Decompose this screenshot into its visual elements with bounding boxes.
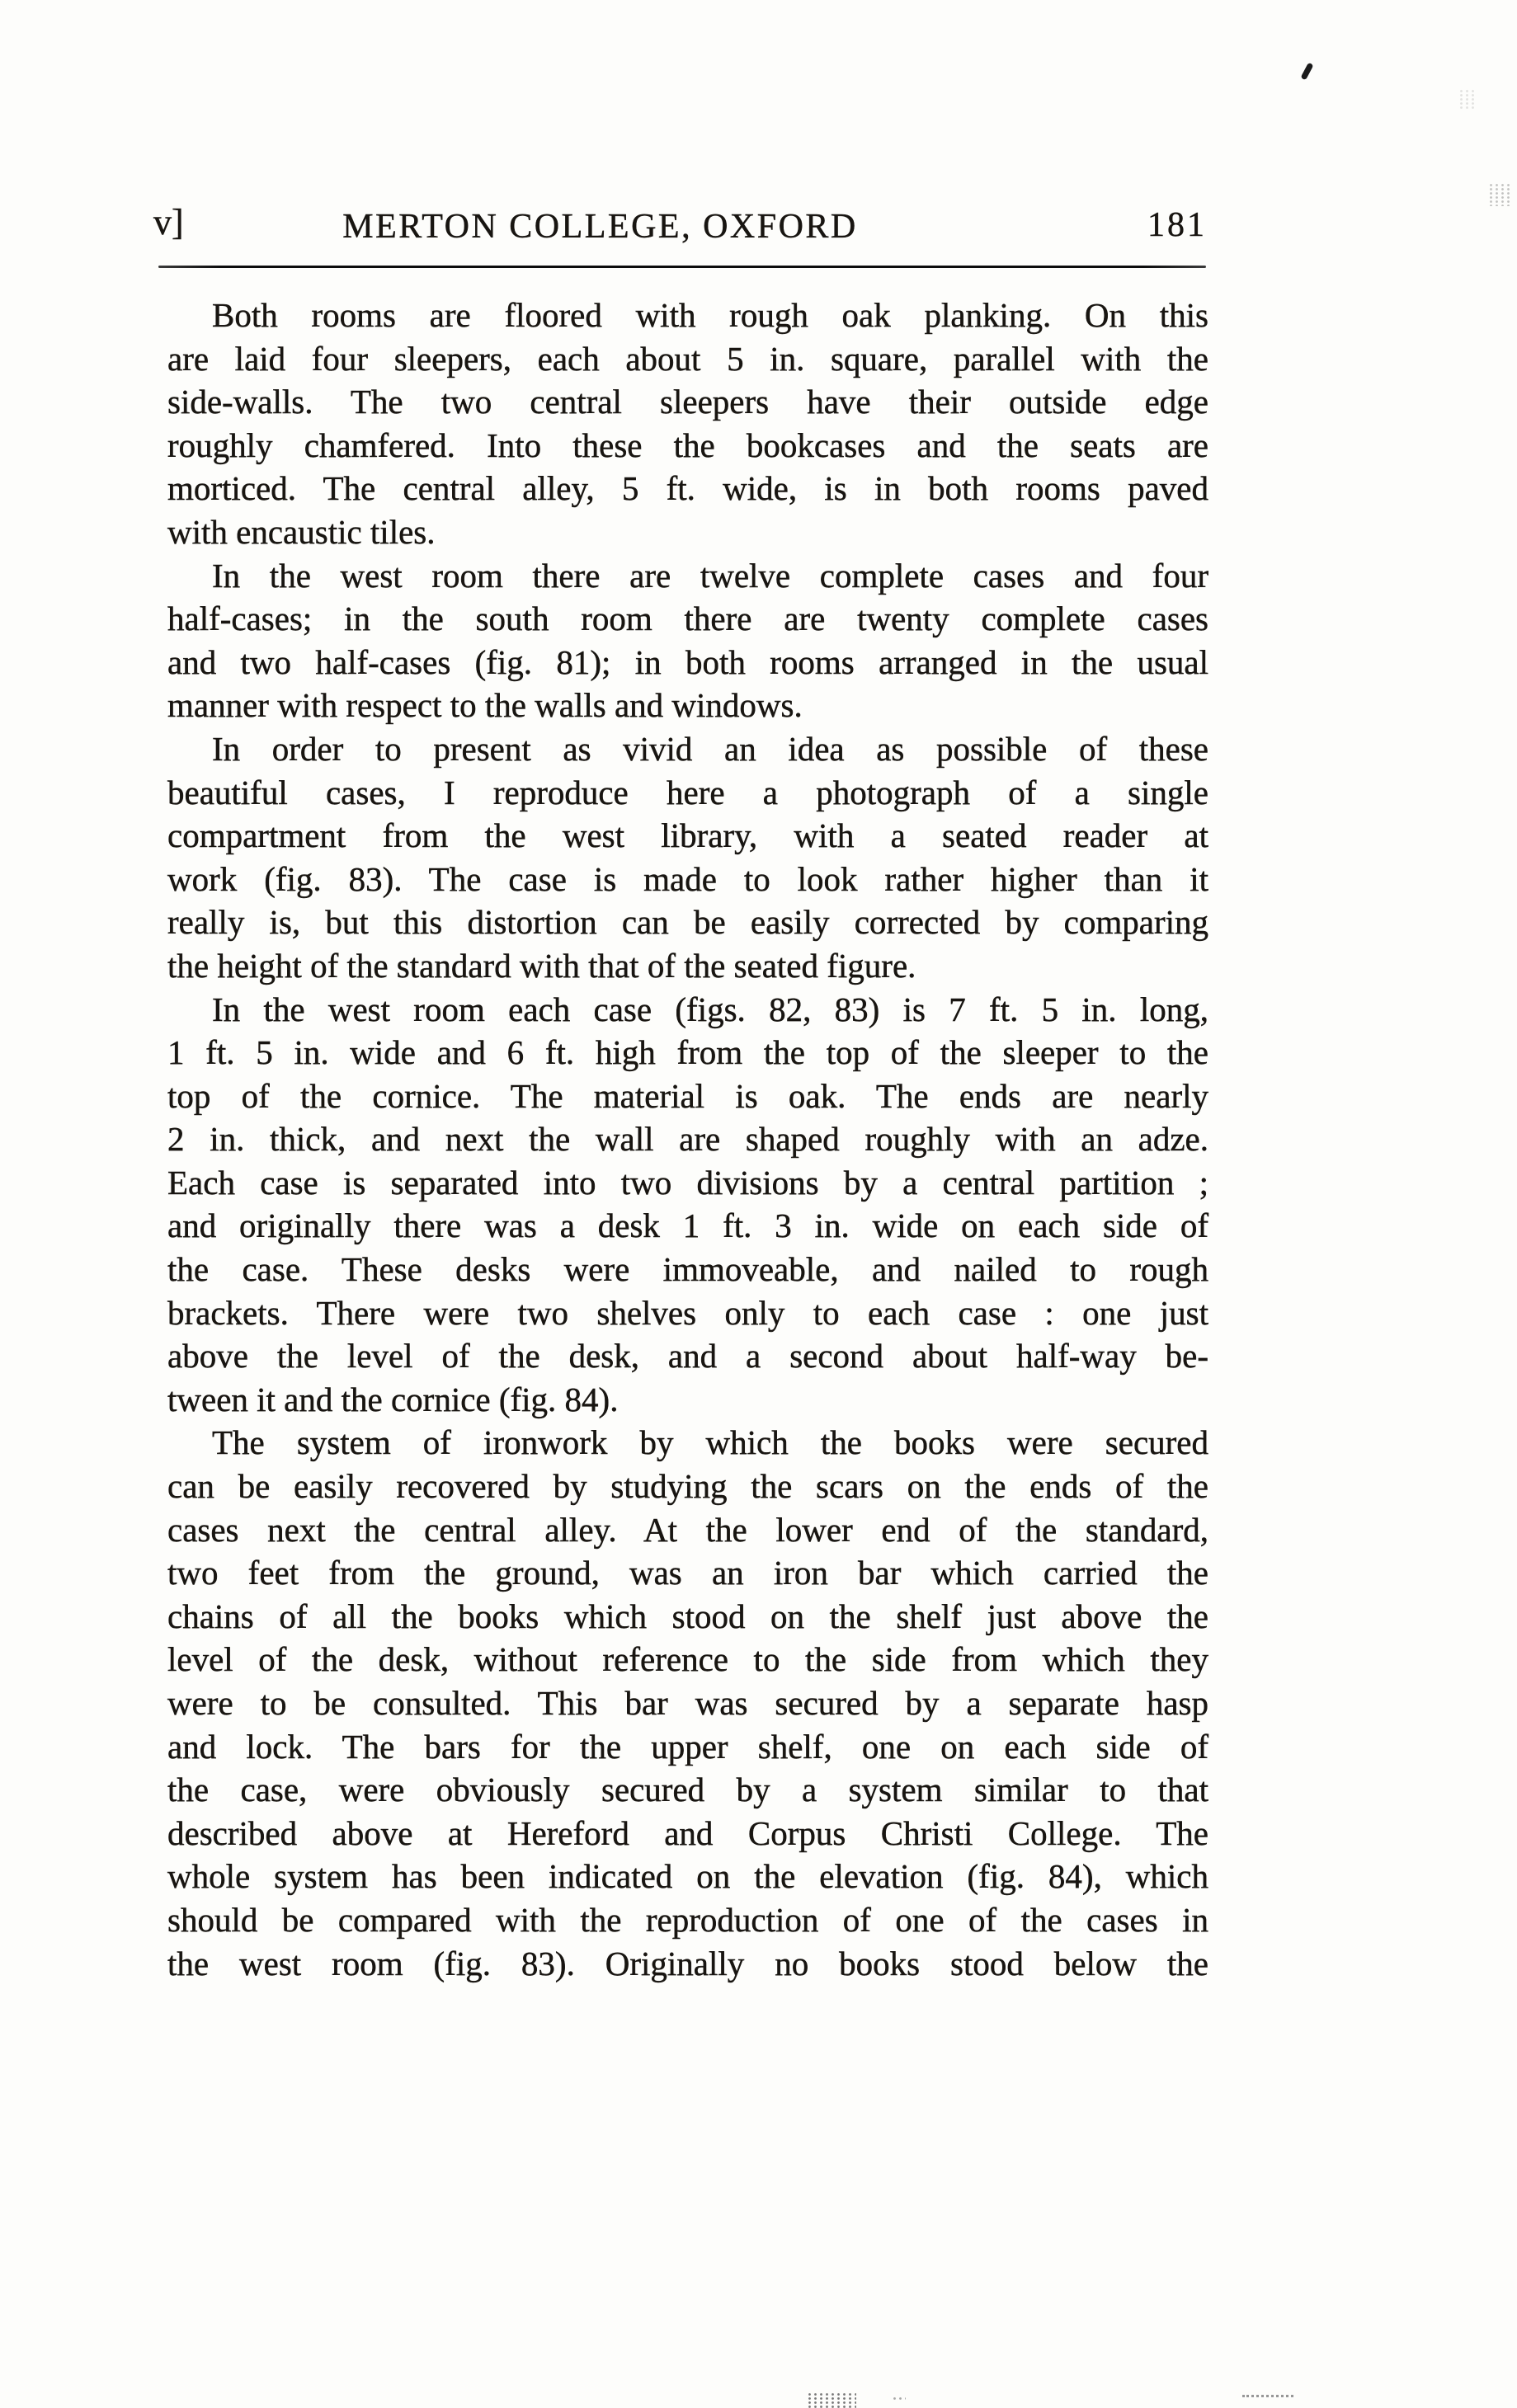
text-line: are laid four sleepers, each about 5 in. square, parallel with the <box>167 339 1208 378</box>
text-line: the case, were obviously secured by a system similar to that <box>167 1771 1208 1809</box>
text-line: Each case is separated into two divisions by a central partition ; <box>167 1163 1208 1202</box>
smudge-icon <box>1488 183 1511 206</box>
text-line: and two half-cases (fig. 81); in both rooms arranged in the usual <box>167 642 1208 681</box>
text-line: morticed. The central alley, 5 ft. wide, is in both rooms paved <box>167 469 1208 508</box>
text-line: Both rooms are floored with rough oak planking. On this <box>212 296 1208 334</box>
text-line: 1 ft. 5 in. wide and 6 ft. high from the top of the sleeper to the <box>167 1033 1208 1072</box>
text-line: 2 in. thick, and next the wall are shaped roughly with an adze. <box>167 1120 1208 1159</box>
text-line: In the west room each case (figs. 82, 83) is 7 ft. 5 in. long, <box>212 990 1208 1028</box>
text-line: cases next the central alley. At the lower end of the standard, <box>167 1510 1208 1549</box>
text-line: chains of all the books which stood on the shelf just above the <box>167 1597 1208 1635</box>
dotted-mark-icon <box>1242 2395 1293 2400</box>
text-line: level of the desk, without reference to the side from which they <box>167 1640 1208 1679</box>
text-line: brackets. There were two shelves only to each case : one just <box>167 1293 1208 1332</box>
text-line: The system of ironwork by which the books were secured <box>212 1423 1208 1462</box>
text-line: were to be consulted. This bar was secured by a separate hasp <box>167 1684 1208 1722</box>
header-rule <box>158 266 1206 268</box>
text-line: compartment from the west library, with a seated reader at <box>167 816 1208 855</box>
text-line: with encaustic tiles. <box>167 512 436 551</box>
text-line: can be easily recovered by studying the scars on the ends of the <box>167 1467 1208 1506</box>
text-line: should be compared with the reproduction of one of the cases in <box>167 1900 1208 1939</box>
text-line: two feet from the ground, was an iron bar which carried the <box>167 1554 1208 1592</box>
text-line: the case. These desks were immoveable, and nailed to rough <box>167 1250 1208 1289</box>
text-line: half-cases; in the south room there are twenty complete cases <box>167 600 1208 638</box>
text-line: side-walls. The two central sleepers have their outside edge <box>167 383 1208 421</box>
text-line: whole system has been indicated on the elevation (fig. 84), which <box>167 1857 1208 1896</box>
speckle-icon <box>892 2396 906 2401</box>
text-line: In the west room there are twelve complete cases and four <box>212 556 1208 595</box>
text-line: roughly chamfered. Into these the bookcases and the seats are <box>167 426 1208 464</box>
page-number: 181 <box>1147 206 1207 244</box>
text-line: In order to present as vivid an idea as possible of these <box>212 729 1208 768</box>
text-line: tween it and the cornice (fig. 84). <box>167 1380 619 1418</box>
speckle-icon <box>807 2392 856 2408</box>
signature-mark: v] <box>153 202 184 242</box>
text-line: the height of the standard with that of the seated figure. <box>167 946 916 985</box>
text-line: and originally there was a desk 1 ft. 3 in. wide on each side of <box>167 1206 1208 1245</box>
text-line: described above at Hereford and Corpus Christi College. The <box>167 1813 1208 1852</box>
smudge-icon <box>1458 89 1477 109</box>
text-line: manner with respect to the walls and windows. <box>167 686 803 725</box>
text-line: above the level of the desk, and a second about half-way be- <box>167 1337 1208 1376</box>
text-line: work (fig. 83). The case is made to look rather higher than it <box>167 859 1208 898</box>
ink-fleck-icon <box>1300 63 1313 81</box>
text-line: and lock. The bars for the upper shelf, one on each side of <box>167 1727 1208 1766</box>
text-line: beautiful cases, I reproduce here a photograph of a single <box>167 773 1208 811</box>
text-line: really is, but this distortion can be easily corrected by comparing <box>167 903 1208 942</box>
text-line: the west room (fig. 83). Originally no books stood below the <box>167 1944 1208 1982</box>
page-body <box>167 294 1208 1985</box>
running-head-title: MERTON COLLEGE, OXFORD <box>342 208 858 246</box>
text-line: top of the cornice. The material is oak. The ends are nearly <box>167 1076 1208 1115</box>
